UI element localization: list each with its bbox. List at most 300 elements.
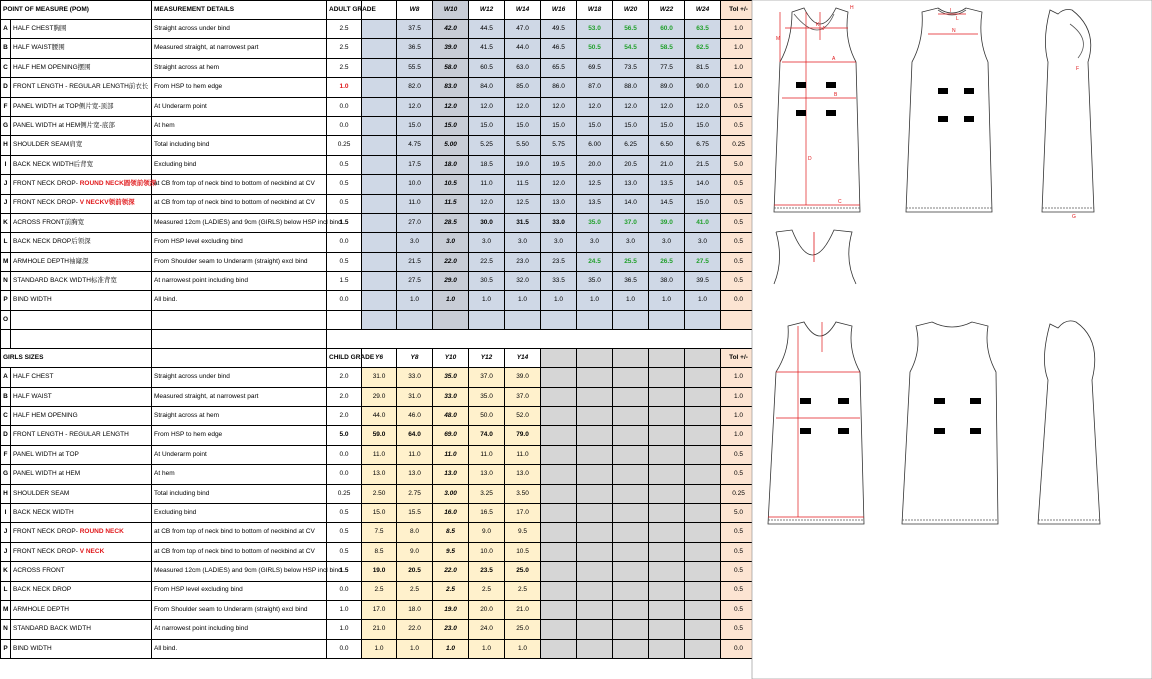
size-value: 1.0 [505,291,541,310]
adult-size-table [1,1,757,330]
tolerance-value: 0.5 [721,175,757,194]
size-value: 21.0 [505,600,541,619]
blank-cell [362,58,397,77]
measurement-detail: At narrowest point including bind [152,620,327,639]
blank-cell [577,407,613,426]
measurement-detail: At hem [152,465,327,484]
label-l: L [956,16,959,22]
size-value: 12.0 [649,97,685,116]
spec-row [1,97,757,116]
blank-cell [577,639,613,658]
blank-cell [362,213,397,232]
pom-name [11,78,152,97]
spec-row [1,20,757,39]
blank-cell [649,620,685,639]
size-value: 17.0 [362,600,397,619]
size-header: W14 [505,1,541,20]
tolerance-value: 5.0 [721,155,757,174]
size-value: 20.0 [577,155,613,174]
size-value: 13.0 [362,465,397,484]
blank-cell [685,484,721,503]
row-code: B [1,387,11,406]
label-c: C [838,199,842,205]
size-value: 10.5 [505,542,541,561]
blank-cell [685,639,721,658]
tolerance-value: 0.0 [721,291,757,310]
row-code: N [1,620,11,639]
size-value: 13.0 [505,465,541,484]
grade-value: 0.0 [327,639,362,658]
measurement-detail: At Underarm point [152,97,327,116]
blank-cell [577,503,613,522]
size-value: 39.0 [505,368,541,387]
measurement-detail: Straight across under bind [152,20,327,39]
blank-cell [685,523,721,542]
size-value: 2.75 [397,484,433,503]
measurement-detail: All bind. [152,639,327,658]
grade-value: 0.0 [327,233,362,252]
size-value: 38.0 [649,272,685,291]
row-code: I [1,155,11,174]
size-value: 35.0 [469,387,505,406]
blank-cell [362,97,397,116]
measurement-detail: All bind. [152,291,327,310]
label-i: I [950,8,952,14]
size-value: 3.0 [541,233,577,252]
size-value: 13.5 [649,175,685,194]
measurement-detail: At hem [152,116,327,135]
blank-cell [541,581,577,600]
blank-cell [613,387,649,406]
blank-cell [685,542,721,561]
blank-cell [613,349,649,368]
spec-row [1,600,757,619]
blank-cell [362,194,397,213]
row-code: L [1,581,11,600]
measurement-detail: At narrowest point including bind [152,272,327,291]
size-value: 4.75 [397,136,433,155]
blank-cell [541,368,577,387]
grade-value: 2.5 [327,58,362,77]
grade-value: 2.0 [327,368,362,387]
size-value: 87.0 [577,78,613,97]
size-value: 10.5 [433,175,469,194]
spec-row [1,136,757,155]
grade-value: 0.5 [327,252,362,271]
measurement-detail: Excluding bind [152,155,327,174]
grade-value: 1.5 [327,562,362,581]
size-value: 15.0 [433,116,469,135]
blank-cell [685,426,721,445]
blank-cell [541,562,577,581]
pom-text: PANEL WIDTH at HEM侧片宽-底部 [13,121,115,129]
measurement-detail [152,310,327,329]
pom-red-text: ROUND NECK圆领前领深 [79,180,157,188]
blank-cell [541,600,577,619]
blank-cell [362,291,397,310]
spec-row [1,465,757,484]
pom-name [11,213,152,232]
size-value: 13.0 [469,465,505,484]
size-value: 18.0 [433,155,469,174]
size-value: 19.0 [433,600,469,619]
size-value: 19.5 [541,155,577,174]
size-value: 1.0 [469,291,505,310]
tolerance-value: 0.5 [721,581,757,600]
blank-cell [362,252,397,271]
label-f: F [1076,66,1080,72]
size-value: 15.0 [613,116,649,135]
pom-text: HALF CHEST [13,373,54,381]
pom-red-text: V NECKV领前领深 [79,199,135,207]
size-value: 9.5 [505,523,541,542]
size-value: 50.5 [577,39,613,58]
blank-cell [613,562,649,581]
blank-cell [541,484,577,503]
size-value [685,310,721,329]
size-header-base: Y10 [433,349,469,368]
measurement-detail: Measured straight, at narrowest part [152,387,327,406]
blank-cell [685,600,721,619]
blank-cell [362,233,397,252]
size-value: 21.0 [649,155,685,174]
size-value: 79.0 [505,426,541,445]
pom-name [11,116,152,135]
blank-cell [649,349,685,368]
size-value: 1.0 [505,639,541,658]
label-b: B [834,92,838,98]
size-value: 15.0 [577,116,613,135]
blank-cell [541,445,577,464]
pom-text: SHOULDER SEAM [13,489,70,497]
size-value: 39.5 [685,272,721,291]
size-value: 7.5 [362,523,397,542]
size-value: 3.0 [397,233,433,252]
label-a: A [832,56,836,62]
measurement-detail: at CB from top of neck bind to bottom of neckbind at CV [152,542,327,561]
size-value: 23.5 [541,252,577,271]
size-value: 11.0 [397,194,433,213]
row-code: P [1,639,11,658]
blank-cell [362,155,397,174]
tolerance-value: 5.0 [721,503,757,522]
size-value: 25.0 [505,562,541,581]
size-value: 1.0 [649,291,685,310]
size-header: Y8 [397,349,433,368]
size-value: 19.0 [362,562,397,581]
row-code: J [1,175,11,194]
size-value: 1.0 [685,291,721,310]
size-value: 54.5 [613,39,649,58]
size-value: 15.0 [469,116,505,135]
measurement-detail: Straight across at hem [152,58,327,77]
size-value: 1.0 [397,639,433,658]
size-value: 22.0 [397,620,433,639]
blank-cell [685,407,721,426]
blank-cell [541,349,577,368]
pom-text: HALF WAIST腰围 [13,44,65,52]
size-value: 33.0 [433,387,469,406]
tolerance-value: 0.0 [721,639,757,658]
size-value [577,310,613,329]
pom-name [11,484,152,503]
size-value: 12.0 [541,97,577,116]
spec-row [1,620,757,639]
size-value: 8.5 [362,542,397,561]
size-value: 14.5 [649,194,685,213]
size-value: 17.5 [397,155,433,174]
row-code: G [1,116,11,135]
pom-name [11,542,152,561]
size-value: 20.5 [397,562,433,581]
size-value: 22.5 [469,252,505,271]
section-gap [1,330,757,349]
size-value: 21.5 [397,252,433,271]
row-code: C [1,58,11,77]
blank-cell [541,426,577,445]
pom-name [11,445,152,464]
size-value: 2.5 [362,581,397,600]
measurement-detail: at CB from top of neck bind to bottom of neckbind at CV [152,523,327,542]
blank-cell [685,387,721,406]
size-value: 12.0 [613,97,649,116]
size-value: 13.0 [613,175,649,194]
size-value: 26.5 [649,252,685,271]
size-value: 3.0 [505,233,541,252]
measurement-detail: From Shoulder seam to Underarm (straight) excl bind [152,600,327,619]
blank-cell [685,368,721,387]
blank-cell [613,445,649,464]
row-code: G [1,465,11,484]
spec-row [1,272,757,291]
blank-cell [577,620,613,639]
size-value: 11.0 [433,445,469,464]
size-header: Y12 [469,349,505,368]
row-code: C [1,407,11,426]
tolerance-value: 0.25 [721,136,757,155]
pom-text: BACK NECK WIDTH后背宽 [13,160,94,168]
size-value: 3.0 [685,233,721,252]
pom-text: HALF HEM OPENING摆围 [13,63,91,71]
size-value: 5.50 [505,136,541,155]
spec-row [1,213,757,232]
spec-row [1,484,757,503]
size-value: 14.0 [685,175,721,194]
measurement-detail: Measured 12cm (LADIES) and 9cm (GIRLS) below HSP incl bind [152,213,327,232]
spec-row [1,368,757,387]
grade-value: 5.0 [327,426,362,445]
tolerance-value: 1.0 [721,407,757,426]
measurement-detail: Total including bind [152,136,327,155]
pom-red-text: V NECK [79,547,105,555]
tolerance-value: 0.5 [721,542,757,561]
grade-value: 1.0 [327,620,362,639]
size-value: 1.0 [397,291,433,310]
label-n: N [952,28,956,34]
pom-name [11,20,152,39]
size-value: 49.5 [541,20,577,39]
size-value: 15.0 [685,116,721,135]
grade-value: 0.0 [327,116,362,135]
size-value: 64.0 [397,426,433,445]
size-value: 3.50 [505,484,541,503]
grade-value: 2.0 [327,407,362,426]
measurement-detail: From HSP to hem edge [152,426,327,445]
pom-text: BACK NECK WIDTH [13,508,74,516]
size-value: 31.0 [397,387,433,406]
blank-cell [649,465,685,484]
size-value: 13.0 [397,465,433,484]
measurement-detail: From HSP level excluding bind [152,581,327,600]
pom-name [11,175,157,194]
size-value: 89.0 [649,78,685,97]
size-value: 37.0 [469,368,505,387]
size-value [613,310,649,329]
size-value: 16.0 [433,503,469,522]
label-j: J [822,26,825,32]
blank-cell [649,445,685,464]
grade-value: 0.5 [327,503,362,522]
size-value: 11.0 [469,445,505,464]
pom-text: PANEL WIDTH at HEM [13,470,81,478]
measurement-detail: From HSP to hem edge [152,78,327,97]
size-value: 12.0 [505,97,541,116]
row-code: J [1,523,11,542]
blank-cell [613,426,649,445]
blank-cell [685,503,721,522]
row-code: M [1,252,11,271]
blank-cell [613,503,649,522]
size-value: 3.0 [433,233,469,252]
pom-name [11,58,152,77]
blank-cell [152,349,327,368]
size-value: 29.0 [433,272,469,291]
size-value: 59.0 [362,426,397,445]
size-header: W8 [397,1,433,20]
blank-cell [541,542,577,561]
pom-text: PANEL WIDTH at TOP [13,450,79,458]
size-value: 58.5 [649,39,685,58]
blank-cell [541,465,577,484]
tolerance-value: 0.5 [721,213,757,232]
grade-value: 1.5 [327,213,362,232]
size-value: 24.5 [577,252,613,271]
pom-name [11,465,152,484]
size-value: 2.50 [362,484,397,503]
size-value: 15.0 [649,116,685,135]
tolerance-value: 0.5 [721,194,757,213]
size-header: W22 [649,1,685,20]
grade-value: 0.5 [327,194,362,213]
grade-value: 1.0 [327,600,362,619]
details-header: MEASUREMENT DETAILS [152,1,327,20]
size-value: 82.0 [397,78,433,97]
blank-cell [613,523,649,542]
pom-name [11,600,152,619]
tolerance-value: 1.0 [721,368,757,387]
size-value: 65.5 [541,58,577,77]
grade-value: 1.5 [327,272,362,291]
spec-row [1,175,757,194]
row-code: N [1,272,11,291]
size-value: 22.0 [433,252,469,271]
size-value: 20.5 [613,155,649,174]
blank-cell [362,20,397,39]
row-code: B [1,39,11,58]
size-value: 10.0 [469,542,505,561]
pom-name [11,136,152,155]
size-value: 24.0 [469,620,505,639]
grade-value [327,310,362,329]
grade-value: 0.5 [327,523,362,542]
blank-cell [362,175,397,194]
spec-row [1,445,757,464]
label-d: D [808,156,812,162]
size-value: 9.5 [433,542,469,561]
blank-cell [649,562,685,581]
pom-name [11,155,152,174]
girls-side-sketch [1038,321,1100,524]
size-value: 48.0 [433,407,469,426]
size-value: 44.5 [469,20,505,39]
size-value: 41.5 [469,39,505,58]
blank-cell [577,581,613,600]
size-value: 25.5 [613,252,649,271]
blank-cell [577,368,613,387]
blank-cell [649,523,685,542]
tolerance-value: 0.5 [721,600,757,619]
size-value: 11.5 [433,194,469,213]
blank-cell [649,407,685,426]
size-value: 3.00 [433,484,469,503]
tolerance-value: 0.5 [721,233,757,252]
size-value: 1.0 [613,291,649,310]
label-k: K [816,22,820,28]
size-value: 11.5 [505,175,541,194]
blank-cell [577,562,613,581]
adult-header-row [1,1,757,20]
pom-name [11,407,152,426]
size-value: 73.5 [613,58,649,77]
tol-header: Tol +/- [721,1,757,20]
measurement-detail: at CB from top of neck bind to bottom of neckbind at CV [152,175,327,194]
measurement-detail: From HSP level excluding bind [152,233,327,252]
size-value: 15.5 [397,503,433,522]
size-value: 84.0 [469,78,505,97]
size-value: 3.25 [469,484,505,503]
size-value: 21.0 [362,620,397,639]
grade-value: 0.25 [327,484,362,503]
size-value: 1.0 [362,639,397,658]
size-header: W24 [685,1,721,20]
row-code: K [1,562,11,581]
pom-name [11,97,152,116]
blank-cell [685,465,721,484]
spec-row [1,639,757,658]
blank-cell [613,484,649,503]
size-value: 13.0 [541,194,577,213]
row-code: P [1,291,11,310]
blank-cell [362,39,397,58]
measurement-detail: Measured 12cm (LADIES) and 9cm (GIRLS) below HSP incl bind [152,562,327,581]
pom-text: STANDARD BACK WIDTH标准背宽 [13,277,117,285]
spec-row [1,562,757,581]
spec-row [1,387,757,406]
blank-cell [577,349,613,368]
size-value: 39.0 [649,213,685,232]
row-code: A [1,20,11,39]
size-value: 32.0 [505,272,541,291]
